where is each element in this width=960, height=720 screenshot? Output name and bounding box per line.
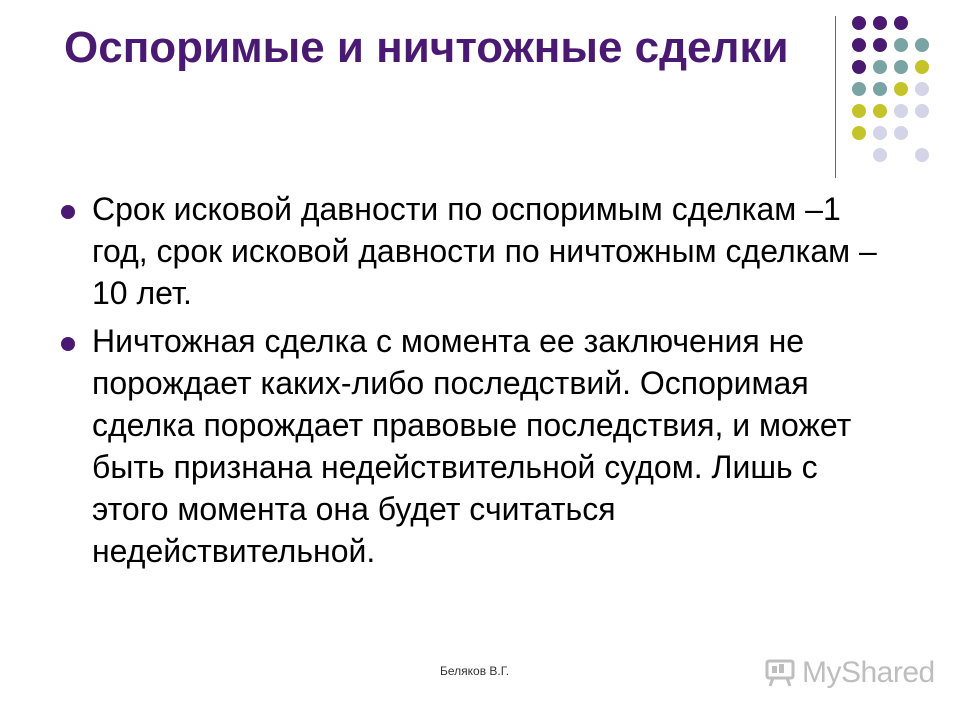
decor-dot: [873, 104, 887, 118]
decor-dot: [873, 38, 887, 52]
decor-dot: [852, 126, 866, 140]
decor-dot: [852, 104, 866, 118]
decor-dot: [873, 60, 887, 74]
bullet-text: Срок исковой давности по оспоримым сделкам –1 год, срок исковой давности по ничтожным сделкам – 10 лет.: [92, 191, 877, 311]
decor-dot: [873, 126, 887, 140]
decor-dot: [894, 60, 908, 74]
decor-dot: [894, 126, 908, 140]
bullet-text: Ничтожная сделка с момента ее заключения не порождает каких-либо последствий. Оспоримая сделка порождает правовые последствия, и может быть признана недействительной судом. Лишь с этого момента она будет считаться недействительной.: [92, 323, 852, 569]
decor-dot: [894, 16, 908, 30]
bullet-list: [58, 188, 878, 578]
decor-dot: [915, 104, 929, 118]
decor-dot: [915, 38, 929, 52]
bullet-item: [58, 320, 878, 572]
decor-dot: [894, 38, 908, 52]
bullet-icon: [61, 337, 75, 351]
footer-author: Беляков В.Г.: [440, 664, 510, 678]
decor-dot: [873, 148, 887, 162]
decor-dot: [915, 148, 929, 162]
decor-dot: [852, 38, 866, 52]
decor-dot: [894, 104, 908, 118]
decor-dot: [915, 60, 929, 74]
presentation-board-icon: [764, 658, 796, 688]
decor-dot: [852, 60, 866, 74]
decorative-dot-grid: [0, 0, 960, 180]
decor-dot: [852, 16, 866, 30]
decor-dot: [873, 82, 887, 96]
decor-dot: [915, 82, 929, 96]
bullet-icon: [61, 205, 75, 219]
bullet-item: [58, 188, 878, 314]
decor-dot: [852, 82, 866, 96]
slide-title: Оспоримые и ничтожные сделки: [64, 23, 789, 72]
decor-dot: [873, 16, 887, 30]
watermark-logo: [764, 656, 935, 690]
watermark-text: MyShared: [802, 656, 935, 689]
decor-dot: [894, 82, 908, 96]
